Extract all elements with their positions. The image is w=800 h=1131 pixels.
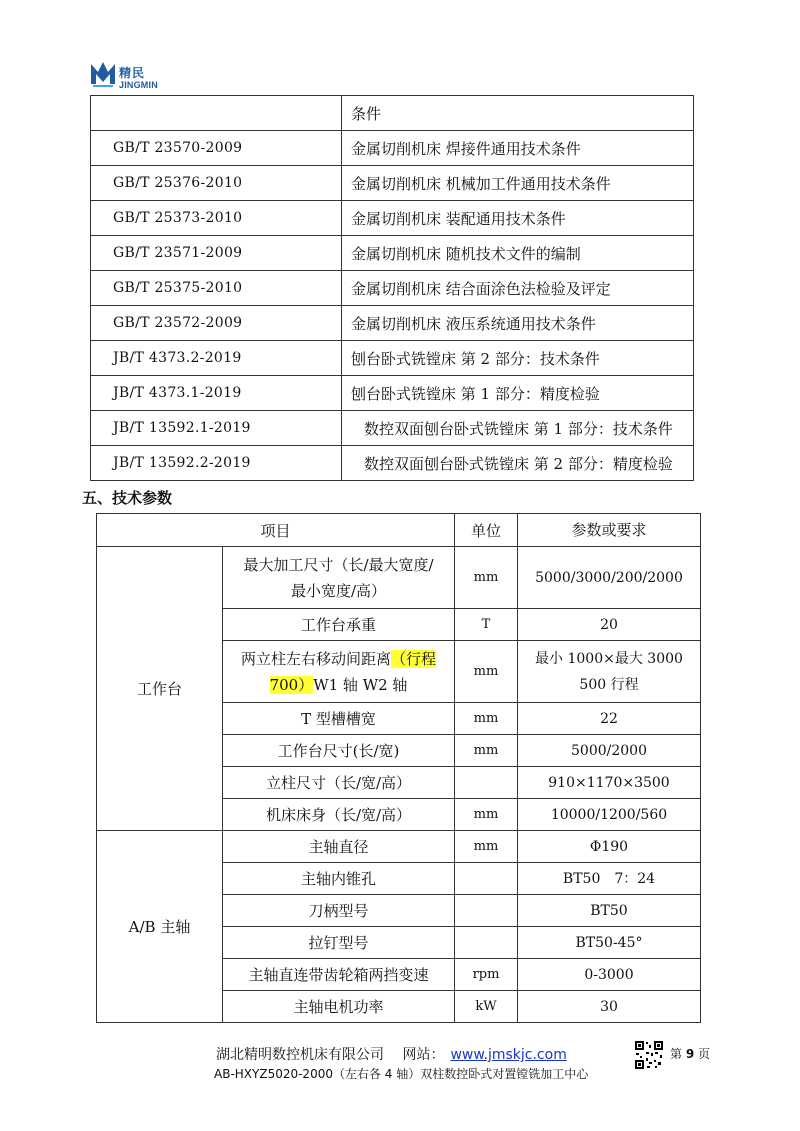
standard-name: 金属切削机床 结合面涂色法检验及评定 <box>342 271 694 306</box>
table-row <box>91 131 694 166</box>
table-row <box>91 446 694 481</box>
table-row <box>91 376 694 411</box>
param-value: BT50 <box>518 895 701 927</box>
param-unit: rpm <box>455 959 518 991</box>
param-item: 工作台尺寸(长/宽) <box>223 735 455 767</box>
table-row <box>91 96 694 131</box>
parameters-table <box>96 513 701 1023</box>
param-item: 主轴直径 <box>223 831 455 863</box>
param-value: 22 <box>518 703 701 735</box>
param-value: 30 <box>518 991 701 1023</box>
param-value: 910×1170×3500 <box>518 767 701 799</box>
param-value <box>518 641 701 703</box>
logo-mark-icon <box>89 58 117 88</box>
param-value: 5000/2000 <box>518 735 701 767</box>
param-item-text: W1 轴 W2 轴 <box>313 675 408 694</box>
table-row <box>91 306 694 341</box>
standard-name: 刨台卧式铣镗床 第 1 部分：精度检验 <box>342 376 694 411</box>
param-unit: mm <box>455 735 518 767</box>
standard-code: GB/T 23570-2009 <box>91 131 342 166</box>
standard-name: 金属切削机床 随机技术文件的编制 <box>342 236 694 271</box>
param-value: 5000/3000/200/2000 <box>518 547 701 609</box>
param-value-line: 500 行程 <box>579 676 639 693</box>
param-unit: mm <box>455 703 518 735</box>
table-row <box>91 166 694 201</box>
param-item: T 型槽槽宽 <box>223 703 455 735</box>
table-row <box>91 236 694 271</box>
logo-subtitle: JINGMIN <box>119 80 158 90</box>
standard-code: JB/T 4373.2-2019 <box>91 341 342 376</box>
param-value: BT50-45° <box>518 927 701 959</box>
standard-code: GB/T 23571-2009 <box>91 236 342 271</box>
param-unit: mm <box>455 831 518 863</box>
param-unit: T <box>455 609 518 641</box>
table-row <box>91 341 694 376</box>
param-item: 主轴直连带齿轮箱两挡变速 <box>223 959 455 991</box>
param-unit: mm <box>455 799 518 831</box>
page-number: 第 9 页 <box>670 1047 711 1061</box>
group-label: 工作台 <box>97 547 223 831</box>
param-item: 机床床身（长/宽/高） <box>223 799 455 831</box>
param-unit: mm <box>455 641 518 703</box>
param-item: 刀柄型号 <box>223 895 455 927</box>
table-row <box>97 547 701 609</box>
param-value-line: 最小 1000×最大 3000 <box>535 650 683 667</box>
website-link[interactable]: www.jmskjc.com <box>450 1047 567 1063</box>
param-unit: kW <box>455 991 518 1023</box>
table-header-row <box>97 514 701 547</box>
group-label: A/B 主轴 <box>97 831 223 1023</box>
table-row <box>91 271 694 306</box>
standard-name: 金属切削机床 液压系统通用技术条件 <box>342 306 694 341</box>
standard-code: GB/T 25376-2010 <box>91 166 342 201</box>
standard-name: 金属切削机床 装配通用技术条件 <box>342 201 694 236</box>
site-label: 网站： <box>402 1047 445 1063</box>
standard-code: JB/T 4373.1-2019 <box>91 376 342 411</box>
standard-code: GB/T 25373-2010 <box>91 201 342 236</box>
param-item <box>223 641 455 703</box>
param-value: BT50 7：24 <box>518 863 701 895</box>
table-row <box>91 201 694 236</box>
header-unit: 单位 <box>455 514 518 547</box>
param-item: 拉钉型号 <box>223 927 455 959</box>
param-unit: mm <box>455 547 518 609</box>
standard-code: JB/T 13592.2-2019 <box>91 446 342 481</box>
table-row <box>91 411 694 446</box>
standard-name: 数控双面刨台卧式铣镗床 第 1 部分：技术条件 <box>342 411 694 446</box>
header-value: 参数或要求 <box>518 514 701 547</box>
highlighted-text: 700） <box>269 675 314 694</box>
param-value: 10000/1200/560 <box>518 799 701 831</box>
header-item: 项目 <box>97 514 455 547</box>
param-item: 主轴内锥孔 <box>223 863 455 895</box>
page-number-value: 9 <box>685 1047 695 1061</box>
standards-table <box>90 95 694 481</box>
param-value: Φ190 <box>518 831 701 863</box>
standard-name: 刨台卧式铣镗床 第 2 部分：技术条件 <box>342 341 694 376</box>
qr-code-icon <box>634 1040 664 1070</box>
param-unit <box>455 863 518 895</box>
param-unit <box>455 895 518 927</box>
param-unit <box>455 927 518 959</box>
standard-code: GB/T 25375-2010 <box>91 271 342 306</box>
company-name: 湖北精明数控机床有限公司 <box>216 1047 384 1063</box>
footer-product-line: AB-HXYZ5020-2000（左右各 4 轴）双柱数控卧式对置镗铣加工中心 <box>214 1067 589 1081</box>
standard-name: 金属切削机床 焊接件通用技术条件 <box>342 131 694 166</box>
logo-name: 精民 <box>119 66 146 80</box>
param-item-line: 最小宽度/高） <box>290 581 387 600</box>
section-title: 五、技术参数 <box>82 489 173 507</box>
param-item: 立柱尺寸（长/宽/高） <box>223 767 455 799</box>
standard-code: GB/T 23572-2009 <box>91 306 342 341</box>
company-logo <box>89 58 199 96</box>
param-value: 20 <box>518 609 701 641</box>
param-unit <box>455 767 518 799</box>
param-item <box>223 547 455 609</box>
standard-name: 条件 <box>342 96 694 131</box>
highlighted-text: （行程 <box>391 649 437 668</box>
param-item: 工作台承重 <box>223 609 455 641</box>
param-item-text: 两立柱左右移动间距离 <box>240 649 391 668</box>
standard-name: 金属切削机床 机械加工件通用技术条件 <box>342 166 694 201</box>
param-item: 主轴电机功率 <box>223 991 455 1023</box>
param-item-line: 最大加工尺寸（长/最大宽度/ <box>243 555 434 574</box>
standard-code: JB/T 13592.1-2019 <box>91 411 342 446</box>
table-row <box>97 831 701 863</box>
footer-company-line <box>216 1044 567 1064</box>
param-value: 0-3000 <box>518 959 701 991</box>
standard-name: 数控双面刨台卧式铣镗床 第 2 部分：精度检验 <box>342 446 694 481</box>
